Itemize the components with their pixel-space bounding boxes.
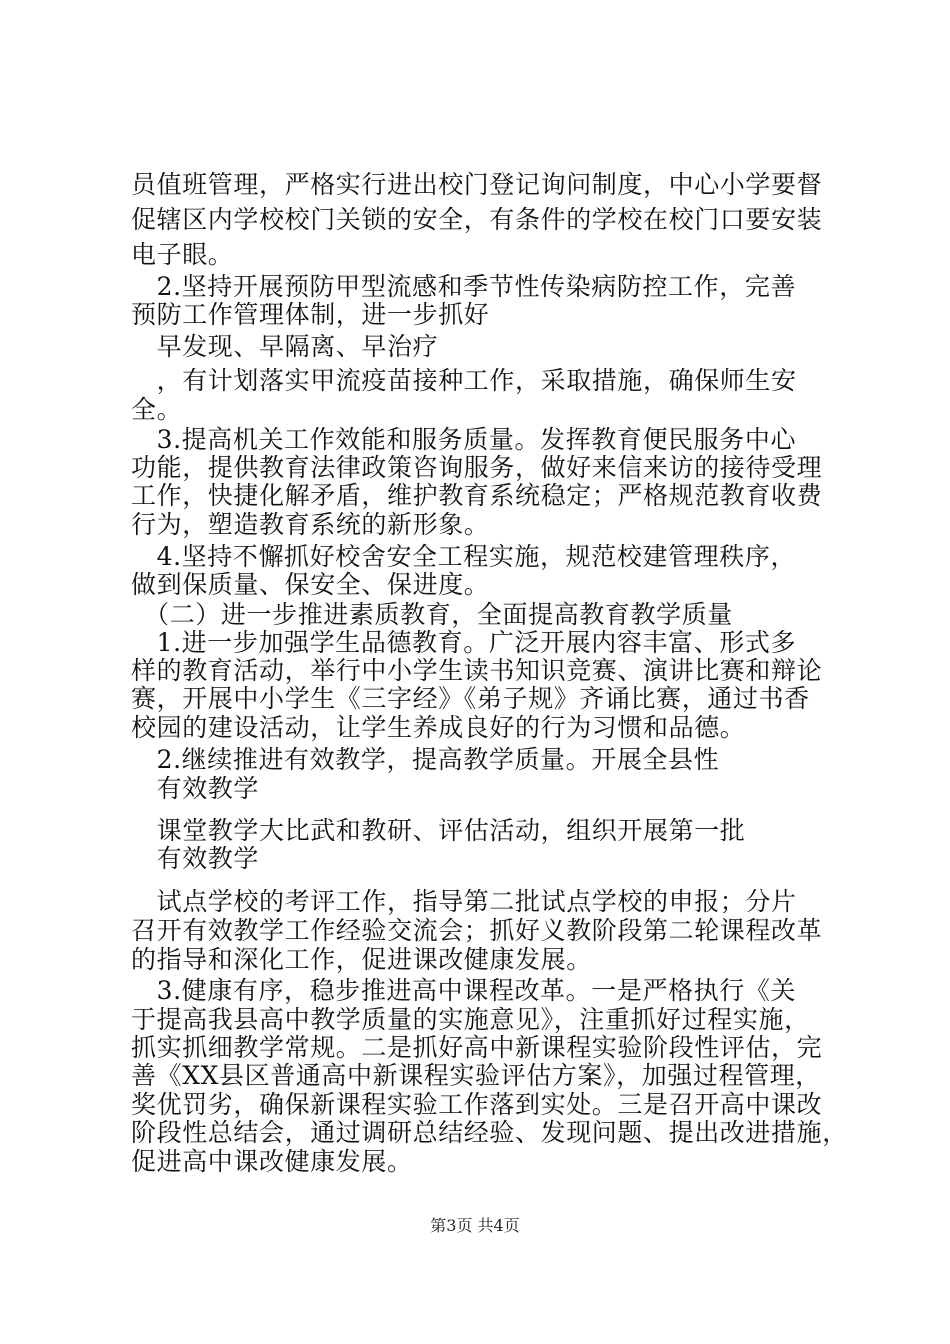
text-line: 做到保质量、保安全、保进度。 (131, 570, 490, 599)
text-line: 促辖区内学校校门关锁的安全，有条件的学校在校门口要安装 (131, 205, 823, 234)
text-line: ，有计划落实甲流疫苗接种工作，采取措施，确保师生安 (131, 366, 797, 395)
text-line: 试点学校的考评工作，指导第二批试点学校的申报；分片 (131, 887, 797, 916)
text-line: 召开有效教学工作经验交流会；抓好义教阶段第二轮课程改革 (131, 916, 823, 945)
text-line: 早发现、早隔离、早治疗 (131, 332, 439, 361)
text-line: 有效教学 (131, 774, 260, 803)
text-line: 1.进一步加强学生品德教育。广泛开展内容丰富、形式多 (131, 628, 797, 657)
text-line: 于提高我县高中教学质量的实施意见》，注重抓好过程实施， (131, 1005, 810, 1034)
text-line: 3.提高机关工作效能和服务质量。发挥教育便民服务中心 (131, 425, 797, 454)
text-line: 有效教学 (131, 844, 260, 873)
text-line: 电子眼。 (131, 240, 234, 269)
text-line: 赛，开展中小学生《三字经》《弟子规》齐诵比赛，通过书香 (131, 684, 810, 713)
page-number-footer: 第3页 共4页 (430, 1216, 520, 1235)
text-line: 课堂教学大比武和教研、评估活动，组织开展第一批 (131, 816, 746, 845)
text-line: 预防工作管理体制，进一步抓好 (131, 300, 490, 329)
text-line: 4.坚持不懈抓好校舍安全工程实施，规范校建管理秩序， (131, 542, 797, 571)
text-line: 校园的建设活动，让学生养成良好的行为习惯和品德。 (131, 713, 746, 742)
text-line: 促进高中课改健康发展。 (131, 1147, 413, 1176)
text-line: 2.坚持开展预防甲型流感和季节性传染病防控工作，完善 (131, 272, 797, 301)
text-line: 行为，塑造教育系统的新形象。 (131, 510, 490, 539)
text-line: 3.健康有序，稳步推进高中课程改革。一是严格执行《关 (131, 976, 797, 1005)
text-line: 功能，提供教育法律政策咨询服务，做好来信来访的接待受理 (131, 453, 823, 482)
text-line: 的指导和深化工作，促进课改健康发展。 (131, 945, 592, 974)
text-line: 样的教育活动，举行中小学生读书知识竞赛、演讲比赛和辩论 (131, 656, 823, 685)
text-line: 奖优罚劣，确保新课程实验工作落到实处。三是召开高中课改 (131, 1090, 823, 1119)
text-line: 工作，快捷化解矛盾，维护教育系统稳定；严格规范教育收费 (131, 481, 823, 510)
text-line: 善《XX县区普通高中新课程实验评估方案》，加强过程管理， (131, 1061, 821, 1090)
text-line: 阶段性总结会，通过调研总结经验、发现问题、提出改进措施， (131, 1118, 848, 1147)
text-line: 员值班管理，严格实行进出校门登记询问制度，中心小学要督 (131, 170, 823, 199)
text-line: 全。 (131, 395, 183, 424)
text-line: （二）进一步推进素质教育，全面提高教育教学质量 (131, 600, 733, 629)
text-line: 2.继续推进有效教学，提高教学质量。开展全县性 (131, 745, 720, 774)
text-line: 抓实抓细教学常规。二是抓好高中新课程实验阶段性评估，完 (131, 1033, 823, 1062)
